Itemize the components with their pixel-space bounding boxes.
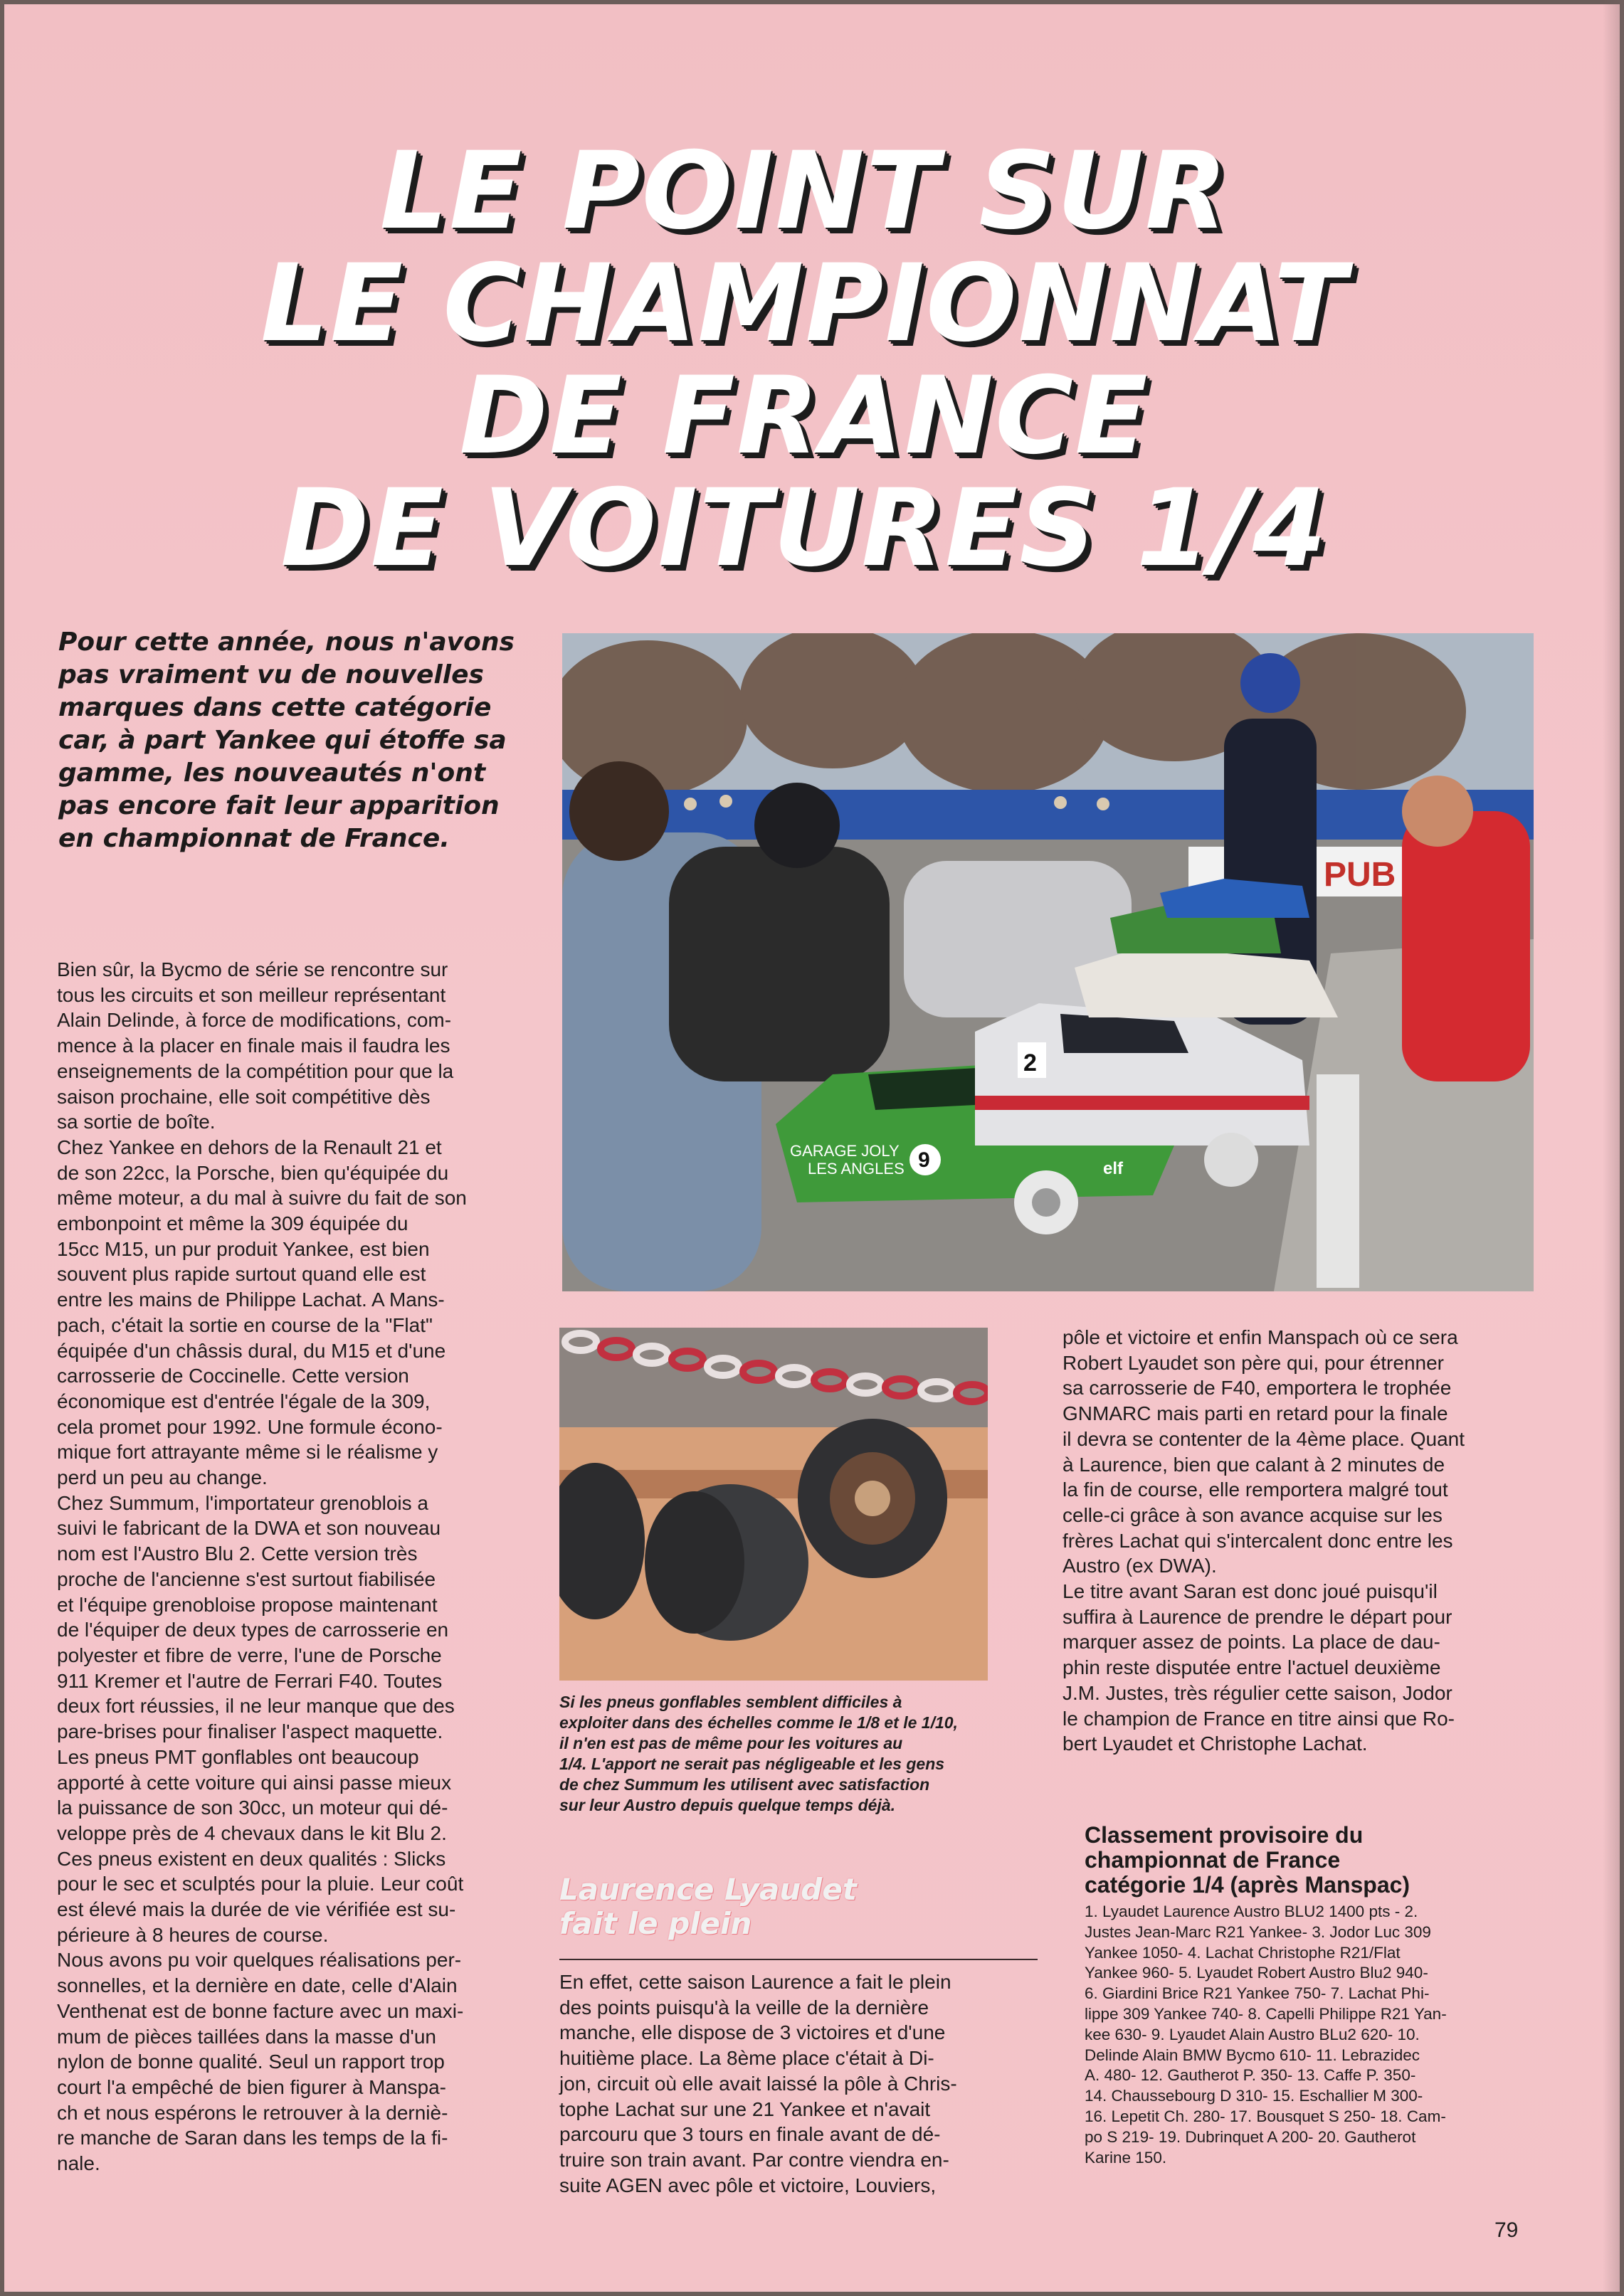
white-car-number: 2 [1023,1049,1037,1076]
title-line-1: LE POINT SUR [379,129,1229,253]
lead-paragraph: Pour cette année, nous n'avons pas vraiment vu de nouvelles marques dans cette catégorie car, à part Yankee qui étoffe sa gamme, les nouveautés n'ont pas encore fait leur apparition en championnat de France. [58,628,515,853]
tyres-illustration [559,1328,988,1681]
title-line-4: DE VOITURES 1/4 [280,467,1328,591]
subheading-rule [559,1959,1038,1960]
title-line-3: DE FRANCE [459,354,1149,478]
green-car-sign-line-1: GARAGE JOLY [790,1142,900,1160]
page-number: 79 [1494,2218,1519,2242]
section-subheading: Laurence Lyaudet fait le plein [559,1872,857,1941]
race-pit-photo [562,633,1534,1291]
article-title [107,129,1502,591]
standings-list: 1. Lyaudet Laurence Austro BLU2 1400 pts - 2. Justes Jean-Marc R21 Yankee- 3. Jodor Luc 309 Yankee 1050- 4. Lachat Christophe R21/Flat Yankee 960- 5. Lyaudet Robert Austro Blu2 940- 6. Giardini Brice R21 Yankee 750- 7. Lachat Phi- lippe 309 Yankee 740- 8. Capelli Philippe R21 Yan- kee 630- 9. Lyaudet Alain Austro BLu2 620- 10. Delinde Alain BMW Bycmo 610- 11. Lebrazidec A. 480- 12. Gautherot P. 350- 13. Caffe P. 350- 14. Chaussebourg D 310- 15. Eschallier M 300- 16. Lepetit Ch. 280- 17. Bousquet S 250- 18. Cam- po S 219- 19. Dubrinquet A 200- 20. Gautherot Karine 150. [1085,1903,1447,2167]
green-car-number: 9 [918,1148,930,1172]
body-column-2: En effet, cette saison Laurence a fait le plein des points puisqu'à la veille de la dernière manche, elle dispose de 3 victoires et d'une huitième place. La 8ème place c'était à Di- jon, circuit où elle avait laissé la pôle à Chris- tophe Lachat sur une 21 Yankee et n'avait parcouru que 3 tours en finale avant de dé- truire son train avant. Par contre viendra en- suite AGEN avec pôle et victoire, Louviers, [559,1971,957,2196]
banner-label: PUB [1324,856,1396,894]
race-pit-illustration [562,633,1534,1291]
title-line-2: LE CHAMPIONNAT [260,242,1348,366]
green-car-sign-line-2: LES ANGLES [808,1160,905,1178]
scan-edge-shadow [1603,0,1624,2296]
photo-caption: Si les pneus gonflables semblent difficiles à exploiter dans des échelles comme le 1/8 et le 1/10, il n'en est pas de même pour les voitures au 1/4. L'apport ne serait pas négligeable et les gens de chez Summum les utilisent avec satisfaction sur leur Austro depuis quelque temps déjà. [559,1693,958,1814]
standings-title: Classement provisoire du championnat de France catégorie 1/4 (après Manspac) [1085,1822,1411,1898]
sponsor-label: elf [1103,1159,1124,1178]
tyres-photo [559,1328,988,1681]
body-column-1: Bien sûr, la Bycmo de série se rencontre sur tous les circuits et son meilleur représentant Alain Delinde, à force de modifications, com- mence à la placer en finale mais il faudra les enseignements de la compétition pour que la saison prochaine, elle soit compétitive dès sa sortie de boîte. Chez Yankee en dehors de la Renault 21 et de son 22cc, la Porsche, bien qu'équipée du même moteur, a du mal à suivre du fait de son embonpoint et même la 309 équipée du 15cc M15, un pur produit Yankee, est bien souvent plus rapide surtout quand elle est entre les mains de Philippe Lachat. A Mans- pach, c'était la sortie en course de la "Flat" équipée d'un châssis dural, du M15 et d'une carrosserie de Coccinelle. Cette version économique est d'entrée l'égale de la 309, cela promet pour 1992. Une formule écono- mique fort attrayante même si le réalisme y perd un peu au change. Chez Summum, l'importateur grenoblois a suivi le fabricant de la DWA et son nouveau nom est l'Austro Blu 2. Cette version très proche de l'ancienne s'est surtout fiabilisée et l'équipe grenobloise propose maintenant de l'équiper de deux types de carrosserie en polyester et fibre de verre, l'une de Porsche 911 Kremer et l'autre de Ferrari F40. Toutes deux fort réussies, il ne leur manque que des pare-brises pour finaliser l'aspect maquette. Les pneus PMT gonflables ont beaucoup apporté à cette voiture qui ainsi passe mieux la puissance de son 30cc, un moteur qui dé- veloppe près de 4 chevaux dans le kit Blu 2. Ces pneus existent en deux qualités : Slicks pour le sec et sculptés pour la pluie. Leur coût est élevé mais la durée de vie vérifiée est su- périeure à 8 heures de course. Nous avons pu voir quelques réalisations per- sonnelles, et la dernière en date, celle d'Alain Venthenat est de bonne facture avec un maxi- mum de pièces taillées dans la masse d'un nylon de bonne qualité. Seul un rapport trop court l'a empêché de bien figurer à Manspa- ch et nous espérons le retrouver à la derniè- re manche de Saran dans les temps de la fi- nale. [57,958,467,2175]
body-column-3: pôle et victoire et enfin Manspach où ce sera Robert Lyaudet son père qui, pour étrenner sa carrosserie de F40, emportera le trophée GNMARC mais parti en retard pour la finale il devra se contenter de la 4ème place. Quant à Laurence, bien que calant à 2 minutes de la fin de course, elle remportera malgré tout celle-ci grâce à son avance acquise sur les frères Lachat qui s'intercalent donc entre les Austro (ex DWA). Le titre avant Saran est donc joué puisqu'il suffira à Laurence de prendre le départ pour marquer assez de points. La place de dau- phin reste disputée entre l'actuel deuxième J.M. Justes, très régulier cette saison, Jodor le champion de France en titre ainsi que Ro- bert Lyaudet et Christophe Lachat. [1063,1326,1465,1755]
